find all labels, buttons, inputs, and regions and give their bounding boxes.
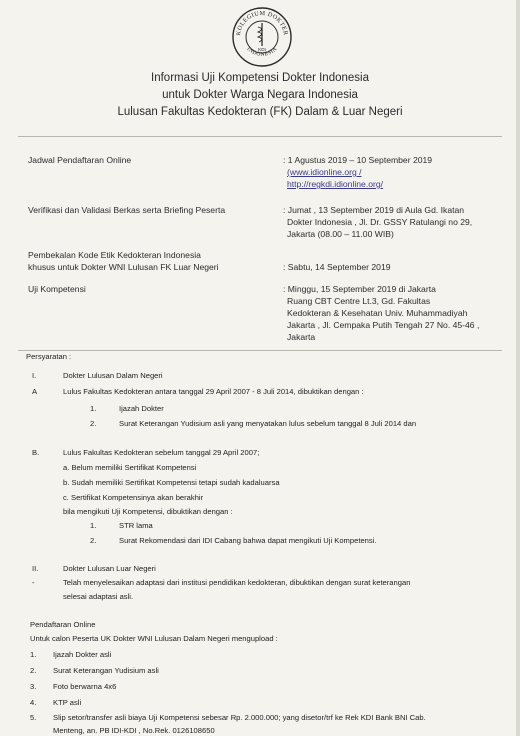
- b-followup: bila mengikuti Uji Kompetensi, dibuktikan dengan :: [63, 507, 233, 516]
- registration-link-regkdi[interactable]: http://regkdi.idionline.org/: [287, 179, 384, 189]
- b-condition-a: a. Belum memiliki Sertifikat Kompetensi: [63, 463, 197, 472]
- b-item-1-number: 1.: [90, 521, 97, 530]
- section-2-text-1: Telah menyelesaikan adaptasi dari institusi pendidikan kedokteran, dibuktikan dengan surat keterangan: [63, 578, 411, 587]
- b-condition-b: b. Sudah memiliki Sertifikat Kompetensi tetapi sudah kadaluarsa: [63, 478, 280, 487]
- section-2-number: II.: [32, 564, 39, 573]
- page-edge-shadow: [516, 0, 520, 736]
- b-item-2-number: 2.: [90, 536, 97, 545]
- upload-item-1-number: 1.: [30, 650, 37, 659]
- a-item-2-text: Surat Keterangan Yudisium asli yang menyatakan lulus sebelum tanggal 8 Juli 2014 dan: [119, 419, 417, 428]
- schedule-value-exam-4: Jakarta , Jl. Cempaka Putih Tengah 27 No. 45-46 ,: [287, 320, 480, 330]
- section-a-label: A: [32, 387, 38, 396]
- upload-item-3-number: 3.: [30, 682, 37, 691]
- section-2-text-2: selesai adaptasi asli.: [63, 592, 134, 601]
- upload-item-4-text: KTP asli: [53, 698, 82, 707]
- schedule-value-verification-2: Dokter Indonesia , Jl. Dr. GSSY Ratulangi no 29,: [287, 217, 473, 227]
- a-item-1-number: 1.: [90, 404, 97, 413]
- seal-text-bottom: INDONESIA: [245, 45, 279, 58]
- schedule-value-verification-1: : Jumat , 13 September 2019 di Aula Gd. Ikatan: [283, 205, 465, 215]
- upload-item-5-text: Slip setor/transfer asli biaya Uji Kompetensi sebesar Rp. 2.000.000; yang disetor/trf ke Rek KDI Bank BNI Cab.: [53, 713, 426, 722]
- a-item-2-number: 2.: [90, 419, 97, 428]
- schedule-value-exam-3: Kedokteran & Kesehatan Univ. Muhammadiyah: [287, 308, 468, 318]
- b-item-2-text: Surat Rekomendasi dari IDI Cabang bahwa dapat mengikuti Uji Kompetensi.: [119, 536, 377, 545]
- schedule-rule: [18, 350, 502, 351]
- schedule-value-exam-1: : Minggu, 15 September 2019 di Jakarta: [283, 284, 436, 294]
- section-b-label: B.: [32, 448, 40, 457]
- section-1-number: I.: [32, 371, 37, 380]
- kdi-seal-logo: [227, 6, 297, 68]
- header-line-1: Informasi Uji Kompetensi Dokter Indonesia: [151, 72, 369, 84]
- upload-item-3-text: Foto berwarna 4x6: [53, 682, 117, 691]
- schedule-value-exam-5: Jakarta: [287, 332, 316, 342]
- registration-link-idionline[interactable]: (www.idionline.org /: [287, 167, 362, 177]
- upload-item-5-continuation: Menteng, an. PB IDI-KDI , No.Rek. 0126108650: [53, 726, 215, 735]
- upload-item-2-text: Surat Keterangan Yudisium asli: [53, 666, 159, 675]
- schedule-label-registration: Jadwal Pendaftaran Online: [28, 155, 132, 165]
- section-2-dash: -: [32, 578, 35, 587]
- header-line-2: untuk Dokter Warga Negara Indonesia: [162, 89, 358, 101]
- schedule-label-exam: Uji Kompetensi: [28, 284, 86, 294]
- schedule-value-registration: : 1 Agustus 2019 – 10 September 2019: [283, 155, 433, 165]
- header-rule: [18, 136, 502, 137]
- seal-text-top: KOLEGIUM DOKTER: [234, 9, 290, 36]
- section-b-text: Lulus Fakultas Kedokteran sebelum tanggal 29 April 2007;: [63, 448, 260, 457]
- upload-item-2-number: 2.: [30, 666, 37, 675]
- registration-intro: Untuk calon Peserta UK Dokter WNI Lulusan Dalam Negeri mengupload :: [30, 634, 278, 643]
- schedule-label-verification: Verifikasi dan Validasi Berkas serta Briefing Peserta: [28, 205, 226, 215]
- schedule-label-ethics-1: Pembekalan Kode Etik Kedokteran Indonesia: [28, 250, 201, 260]
- upload-item-1-text: Ijazah Dokter asli: [53, 650, 112, 659]
- section-2-title: Dokter Lulusan Luar Negeri: [63, 564, 156, 573]
- upload-item-4-number: 4.: [30, 698, 37, 707]
- schedule-value-verification-3: Jakarta (08.00 – 11.00 WIB): [287, 229, 394, 239]
- section-a-text: Lulus Fakultas Kedokteran antara tanggal 29 April 2007 - 8 Juli 2014, dibuktikan dengan :: [63, 387, 364, 396]
- b-condition-c: c. Sertifikat Kompetensinya akan berakhir: [63, 493, 204, 502]
- header-line-3: Lulusan Fakultas Kedokteran (FK) Dalam & Luar Negeri: [117, 106, 403, 118]
- a-item-1-text: Ijazah Dokter: [119, 404, 164, 413]
- seal-center-text: KDI: [258, 47, 266, 52]
- schedule-value-exam-2: Ruang CBT Centre Lt.3, Gd. Fakultas: [287, 296, 431, 306]
- b-item-1-text: STR lama: [119, 521, 153, 530]
- requirements-heading: Persyaratan :: [26, 352, 72, 361]
- section-1-title: Dokter Lulusan Dalam Negeri: [63, 371, 163, 380]
- schedule-value-ethics: : Sabtu, 14 September 2019: [283, 262, 391, 272]
- upload-item-5-number: 5.: [30, 713, 37, 722]
- registration-heading: Pendaftaran Online: [30, 620, 96, 629]
- schedule-label-ethics-2: khusus untuk Dokter WNI Lulusan FK Luar Negeri: [28, 262, 219, 272]
